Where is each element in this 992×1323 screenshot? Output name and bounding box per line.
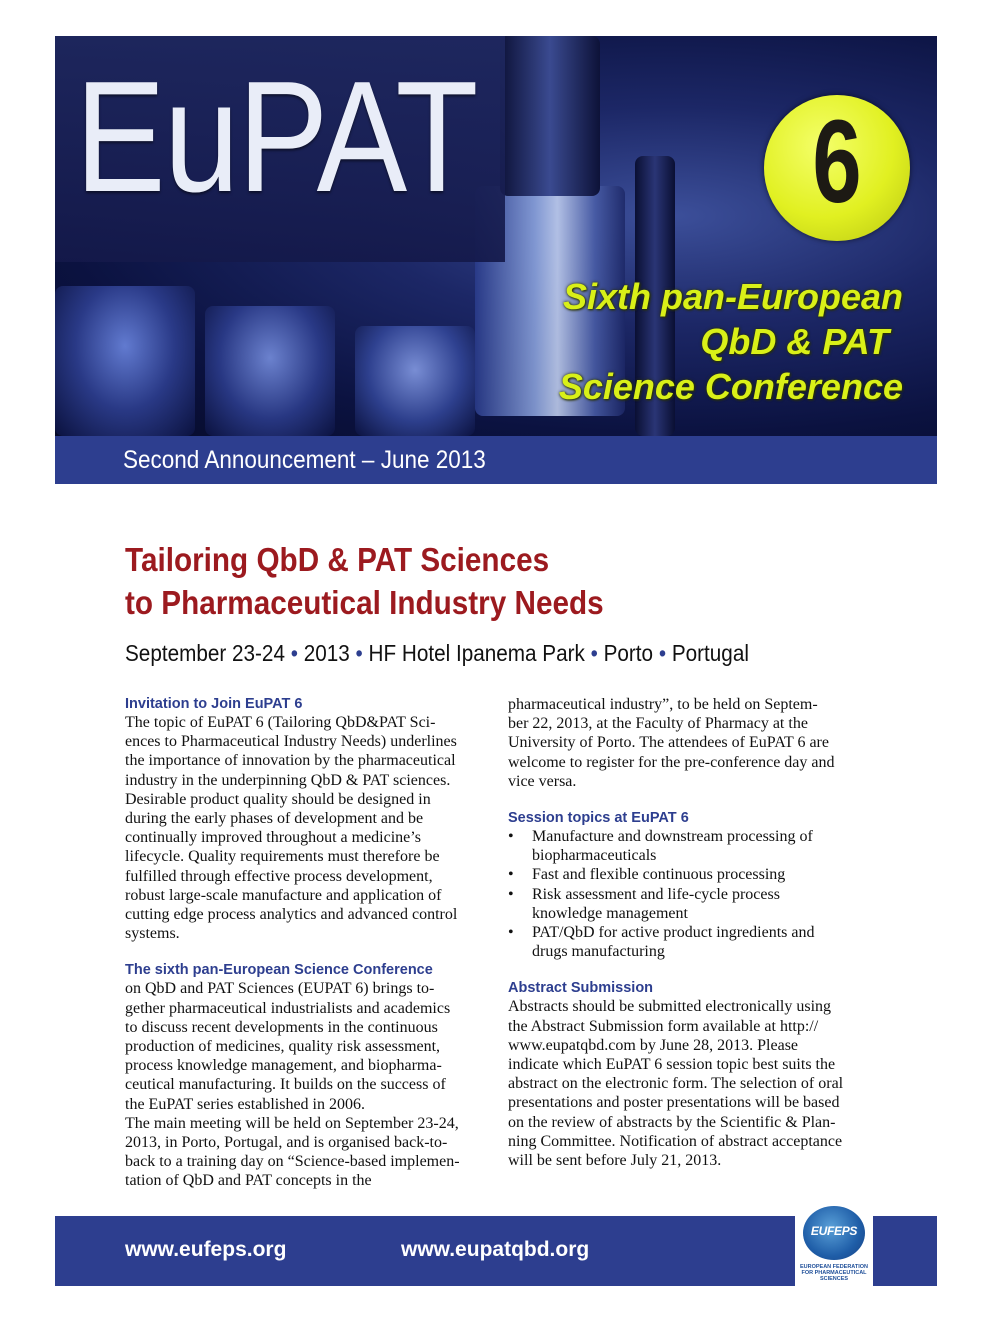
conference-text: on QbD and PAT Sciences (EUPAT 6) brings to- gether pharmaceutical industrialists and academics to discuss recent developments in the continuous production of medicines, quality risk assessment, process knowledge management, and biopharma- ceutical manufacturing. It builds on the success of the EuPAT series established in 2006. The main meeting will be held on September 23-24, 2013, in Porto, Portugal, and is organised back-to- back to a training day on “Science-based implemen- tation of QbD and PAT concepts in the — [125, 980, 460, 1190]
event-year: 2013 — [303, 640, 350, 666]
eufeps-logo-text: EUFEPS — [810, 1224, 858, 1238]
edition-number: 6 — [812, 96, 862, 228]
event-country: Portugal — [671, 640, 749, 666]
separator-dot: • — [290, 640, 298, 666]
announcement-text: Second Announcement – June 2013 — [123, 446, 486, 474]
footer-bar — [55, 1216, 937, 1286]
separator-dot: • — [590, 640, 598, 666]
vial-decoration — [355, 326, 475, 436]
eupatqbd-link[interactable]: www.eupatqbd.org — [401, 1238, 590, 1261]
edition-badge — [764, 95, 910, 241]
event-city: Porto — [603, 640, 654, 666]
announcement-bar — [55, 436, 937, 484]
subtitle-line-3: Science Conference — [558, 366, 903, 407]
eufeps-logo-caption: EUROPEAN FEDERATION FOR PHARMACEUTICAL SCIENCES — [799, 1264, 869, 1283]
event-dates: September 23-24 — [125, 640, 285, 666]
eufeps-logo-icon — [803, 1206, 865, 1260]
vial-decoration — [205, 306, 335, 436]
topics-heading: Session topics at EuPAT 6 — [508, 810, 689, 827]
subtitle-line-1: Sixth pan-European — [562, 276, 903, 317]
eufeps-logo — [795, 1202, 873, 1292]
page-title — [125, 538, 604, 624]
conference-heading: The sixth pan-European Science Conference — [125, 962, 433, 979]
separator-dot: • — [658, 640, 667, 666]
invitation-text: The topic of EuPAT 6 (Tailoring QbD&PAT Sci- ences to Pharmaceutical Industry Needs) underlines the importance of innovation by the pharmaceutical industry in the underpinning QbD & PAT sciences. Desirable product quality should be designed in during the early phases of development and be continually improved throughout a medicine’s lifecycle. Quality requirements must therefore be fulfilled through effective process development, robust large-scale manufacture and application of cutting edge process analytics and advanced control systems. — [125, 714, 458, 943]
eupat-logo: EuPAT — [75, 49, 477, 225]
list-item: • Manufacture and downstream processing of biopharmaceuticals — [508, 827, 870, 865]
list-item: • PAT/QbD for active product ingredients and drugs manufacturing — [508, 923, 870, 961]
separator-dot: • — [355, 640, 363, 666]
subtitle-line-2: QbD & PAT — [700, 321, 889, 362]
vial-decoration — [500, 36, 600, 196]
title-line-2: to Pharmaceutical Industry Needs — [125, 584, 604, 621]
topics-list — [508, 827, 870, 961]
hero-banner — [55, 36, 937, 436]
list-item: • Risk assessment and life-cycle process knowledge management — [508, 885, 870, 923]
right-column — [508, 695, 870, 1170]
eufeps-link[interactable]: www.eufeps.org — [125, 1238, 287, 1261]
conference-text-continued: pharmaceutical industry”, to be held on Septem- ber 22, 2013, at the Faculty of Pharmacy at the University of Porto. The attendees of EuPAT 6 are welcome to register for the pre-conference day and vice versa. — [508, 696, 835, 790]
event-venue: HF Hotel Ipanema Park — [368, 640, 585, 666]
abstract-heading: Abstract Submission — [508, 980, 654, 997]
title-line-1: Tailoring QbD & PAT Sciences — [125, 541, 550, 578]
vial-decoration — [55, 286, 195, 436]
event-details — [125, 640, 749, 667]
invitation-heading: Invitation to Join EuPAT 6 — [125, 696, 303, 712]
left-column — [125, 695, 487, 1191]
list-item: • Fast and flexible continuous processing — [508, 865, 870, 884]
abstract-text: Abstracts should be submitted electronically using the Abstract Submission form available at http:// www.eupatqbd.com by June 28, 2013. Please indicate which EuPAT 6 session topic best suits the abstract on the electronic form. The selection of oral presentations and poster presentations will be based on the review of abstracts by the Scientific & Plan- ning Committee. Notification of abstract acceptance will be sent before July 21, 2013. — [508, 998, 844, 1170]
